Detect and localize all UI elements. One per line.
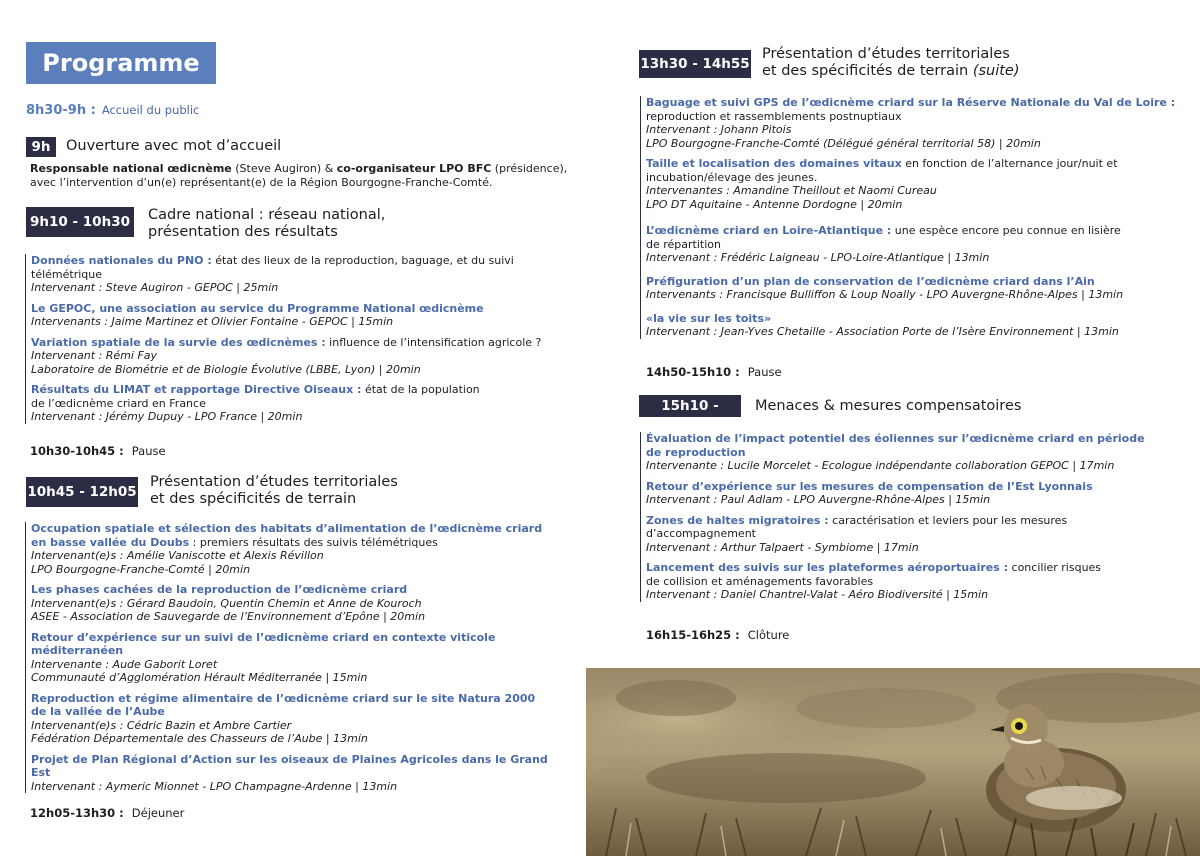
item-title: Variation spatiale de la survie des œdicnèmes :: [31, 335, 326, 349]
item-org: LPO Bourgogne-Franche-Comté (Délégué général territorial 58) | 20min: [646, 136, 1041, 150]
s3-item-1: [646, 157, 1185, 211]
opening-bold1: Responsable national œdicnème: [30, 162, 232, 175]
item-speaker: Intervenant : Jean-Yves Chetaille - Association Porte de l’Isère Environnement | 13min: [646, 325, 1119, 338]
pause2-line: [646, 366, 782, 380]
closing-line: [646, 629, 789, 643]
item-title: Zones de haltes migratoires :: [646, 513, 829, 527]
item-speaker: Intervenants : Jaime Martinez et Olivier Fontaine - GEPOC | 15min: [31, 315, 394, 328]
item-org: LPO DT Aquitaine - Antenne Dordogne | 20min: [646, 197, 903, 211]
item-desc: état de la population: [361, 383, 480, 396]
s1-item-2: [31, 336, 570, 377]
closing-time: 16h15-16h25 :: [646, 628, 740, 642]
s4-item-3: [646, 561, 1185, 602]
item-speaker: Intervenant(e)s : Amélie Vaniscotte et Alexis Révillon: [31, 549, 324, 562]
item-speaker: Intervenant : Johann Pitois: [646, 123, 792, 136]
s3-item-2: [646, 224, 1185, 265]
item-org: Laboratoire de Biométrie et de Biologie Évolutive (LBBE, Lyon) | 20min: [31, 362, 421, 376]
s1-title: [148, 207, 385, 241]
item-org: ASEE - Association de Sauvegarde de l’Environnement d’Epône | 20min: [31, 610, 426, 623]
s4-item-1: [646, 480, 1185, 507]
s1-title-l1: Cadre national : réseau national,: [148, 207, 386, 223]
item-speaker: Intervenante : Aude Gaborit Loret: [31, 657, 218, 671]
s2-item-3: [31, 692, 570, 746]
lunch-line: [30, 807, 184, 821]
s1-item-3: [31, 383, 570, 424]
item-title: Données nationales du PNO :: [31, 254, 212, 267]
opening-desc: [30, 162, 570, 190]
item-org: Fédération Départementale des Chasseurs de l’Aube | 13min: [31, 732, 368, 745]
opening-line2: avec l’intervention d’un(e) représentant(e) de la Région Bourgogne-Franche-Comté.: [30, 176, 493, 189]
s2-title: [150, 474, 398, 508]
item-desc: une espèce encore peu connue en lisière: [891, 224, 1121, 237]
item-desc: : premiers résultats des suivis télémétriques: [189, 535, 438, 549]
item-desc: état des lieux de la reproduction, baguage, et du suivi: [211, 254, 514, 267]
accueil-label: Accueil du public: [101, 103, 200, 117]
item-desc: en fonction de l’alternance jour/nuit et: [901, 157, 1118, 170]
s3-item-0: [646, 96, 1185, 150]
item-title: Taille et localisation des domaines vitaux: [646, 157, 902, 170]
item-desc2: télémétrique: [31, 267, 103, 281]
item-speaker: Intervenant : Paul Adlam - LPO Auvergne-Rhône-Alpes | 15min: [646, 493, 991, 506]
s1-time-badge: 9h10 - 10h30: [26, 207, 134, 237]
item-speaker: Intervenant : Steve Augiron - GEPOC | 25min: [31, 281, 279, 294]
item-title2: de la vallée de l’Aube: [31, 705, 165, 718]
s3-time-badge: 13h30 - 14h55: [639, 50, 751, 78]
s4-item-0: [646, 432, 1185, 473]
item-speaker: Intervenant : Frédéric Laigneau - LPO-Loire-Atlantique | 13min: [646, 251, 990, 264]
pause2-label: Pause: [747, 365, 782, 379]
s2-time-badge: 10h45 - 12h05: [26, 477, 138, 507]
item-title: Le GEPOC, une association au service du Programme National œdicnème: [31, 301, 484, 315]
item-desc: concilier risques: [1008, 561, 1102, 574]
item-speaker: Intervenant : Daniel Chantrel-Valat - Aéro Biodiversité | 15min: [646, 588, 989, 601]
opening-text1: (Steve Augiron) &: [231, 162, 337, 175]
item-speaker: Intervenante : Lucile Morcelet - Ecologue indépendante collaboration GEPOC | 17min: [646, 459, 1115, 472]
item-title: Évaluation de l’impact potentiel des éoliennes sur l’œdicnème criard en période: [646, 432, 1145, 445]
item-desc: influence de l’intensification agricole ?: [325, 335, 542, 349]
item-desc2: incubation/élevage des jeunes.: [646, 170, 818, 184]
item-title2: méditerranéen: [31, 644, 124, 657]
item-title: Reproduction et régime alimentaire de l’œdicnème criard sur le site Natura 2000: [31, 691, 536, 705]
item-title: Lancement des suivis sur les plateformes aéroportuaires :: [646, 561, 1009, 574]
item-speaker: Intervenant(e)s : Gérard Baudoin, Quentin Chemin et Anne de Kouroch: [31, 596, 422, 610]
pause1-time: 10h30-10h45 :: [30, 444, 124, 458]
s4-time-badge: 15h10 - 16h15: [639, 395, 741, 417]
accueil-line: [26, 104, 199, 118]
s2-item-1: [31, 583, 570, 624]
item-title: Baguage et suivi GPS de l’œdicnème criard sur la Réserve Nationale du Val de Loire :: [646, 96, 1176, 109]
s2-title-l2: et des spécificités de terrain: [150, 491, 357, 507]
s2-title-l1: Présentation d’études territoriales: [150, 474, 398, 490]
item-desc2: reproduction et rassemblements postnuptiaux: [646, 109, 902, 123]
s3-title: [762, 46, 1020, 80]
item-title: Les phases cachées de la reproduction de l’œdicnème criard: [31, 583, 408, 596]
s1-item-0: [31, 254, 570, 295]
opening-title: Ouverture avec mot d’accueil: [66, 138, 282, 154]
item-speaker: Intervenant : Rémi Fay: [31, 349, 158, 362]
item-desc: caractérisation et leviers pour les mesures: [828, 513, 1068, 527]
lunch-label: Déjeuner: [131, 806, 185, 820]
item-title: Préfiguration d’un plan de conservation de l’œdicnème criard dans l’Ain: [646, 274, 1095, 288]
item-speaker: Intervenant : Aymeric Mionnet - LPO Champagne-Ardenne | 13min: [31, 779, 398, 793]
s1-item-1: [31, 302, 570, 329]
item-title2: en basse vallée du Doubs: [31, 535, 190, 549]
pause1-line: [30, 445, 166, 459]
item-title: «la vie sur les toits»: [646, 311, 772, 325]
item-title: Projet de Plan Régional d’Action sur les oiseaux de Plaines Agricoles dans le Grand Est: [31, 752, 548, 779]
item-speaker: Intervenant : Jérémy Dupuy - LPO France | 20min: [31, 410, 303, 423]
s1-items: [25, 254, 570, 424]
stone-curlew-photo: [586, 668, 1200, 856]
item-speaker: Intervenantes : Amandine Theillout et Naomi Cureau: [646, 184, 937, 197]
programme-title: Programme: [26, 42, 216, 84]
s3-item-3: [646, 275, 1185, 302]
item-speaker: Intervenant : Arthur Talpaert - Symbiome | 17min: [646, 540, 919, 554]
s2-item-4: [31, 753, 570, 794]
opening-time-badge: 9h: [26, 137, 56, 157]
s3-title-l1: Présentation d’études territoriales: [762, 46, 1010, 62]
closing-label: Clôture: [747, 628, 790, 642]
item-title: Occupation spatiale et sélection des habitats d’alimentation de l’œdicnème criard: [31, 522, 543, 535]
accueil-time: 8h30-9h :: [26, 103, 96, 118]
item-title: Retour d’expérience sur un suivi de l’œdicnème criard en contexte viticole: [31, 630, 496, 644]
item-desc2: de répartition: [646, 237, 721, 251]
pause2-time: 14h50-15h10 :: [646, 365, 740, 379]
item-title: Retour d’expérience sur les mesures de compensation de l’Est Lyonnais: [646, 479, 1093, 493]
stone-curlew-bird-icon: [586, 668, 1200, 856]
lunch-time: 12h05-13h30 :: [30, 806, 124, 820]
s2-items: [25, 522, 570, 793]
s4-item-2: [646, 514, 1185, 555]
item-desc2: de l’œdicnème criard en France: [31, 396, 206, 410]
s3-title-l2: et des spécificités de terrain: [762, 63, 969, 79]
opening-text2: (présidence),: [491, 162, 568, 175]
s1-title-l2: présentation des résultats: [148, 224, 338, 240]
item-org: LPO Bourgogne-Franche-Comté | 20min: [31, 562, 251, 576]
item-title: L’œdicnème criard en Loire-Atlantique :: [646, 224, 892, 237]
item-org: Communauté d’Agglomération Hérault Méditerranée | 15min: [31, 671, 368, 684]
item-title: Résultats du LIMAT et rapportage Directive Oiseaux :: [31, 383, 362, 396]
pause1-label: Pause: [131, 444, 166, 458]
item-speaker: Intervenants : Francisque Bulliffon & Loup Noally - LPO Auvergne-Rhône-Alpes | 13min: [646, 288, 1124, 301]
s3-title-suite: (suite): [972, 63, 1020, 79]
s3-items: [640, 96, 1185, 339]
s2-item-2: [31, 631, 570, 685]
s3-item-4: [646, 312, 1185, 339]
opening-bold2: co-organisateur LPO BFC: [336, 162, 492, 175]
item-speaker: Intervenant(e)s : Cédric Bazin et Ambre Cartier: [31, 718, 292, 732]
item-desc2: d’accompagnement: [646, 527, 756, 540]
s4-items: [640, 432, 1185, 602]
item-title2: de reproduction: [646, 445, 746, 459]
item-desc2: de collision et aménagements favorables: [646, 574, 874, 588]
s4-title: Menaces & mesures compensatoires: [755, 398, 1022, 414]
s2-item-0: [31, 522, 570, 576]
